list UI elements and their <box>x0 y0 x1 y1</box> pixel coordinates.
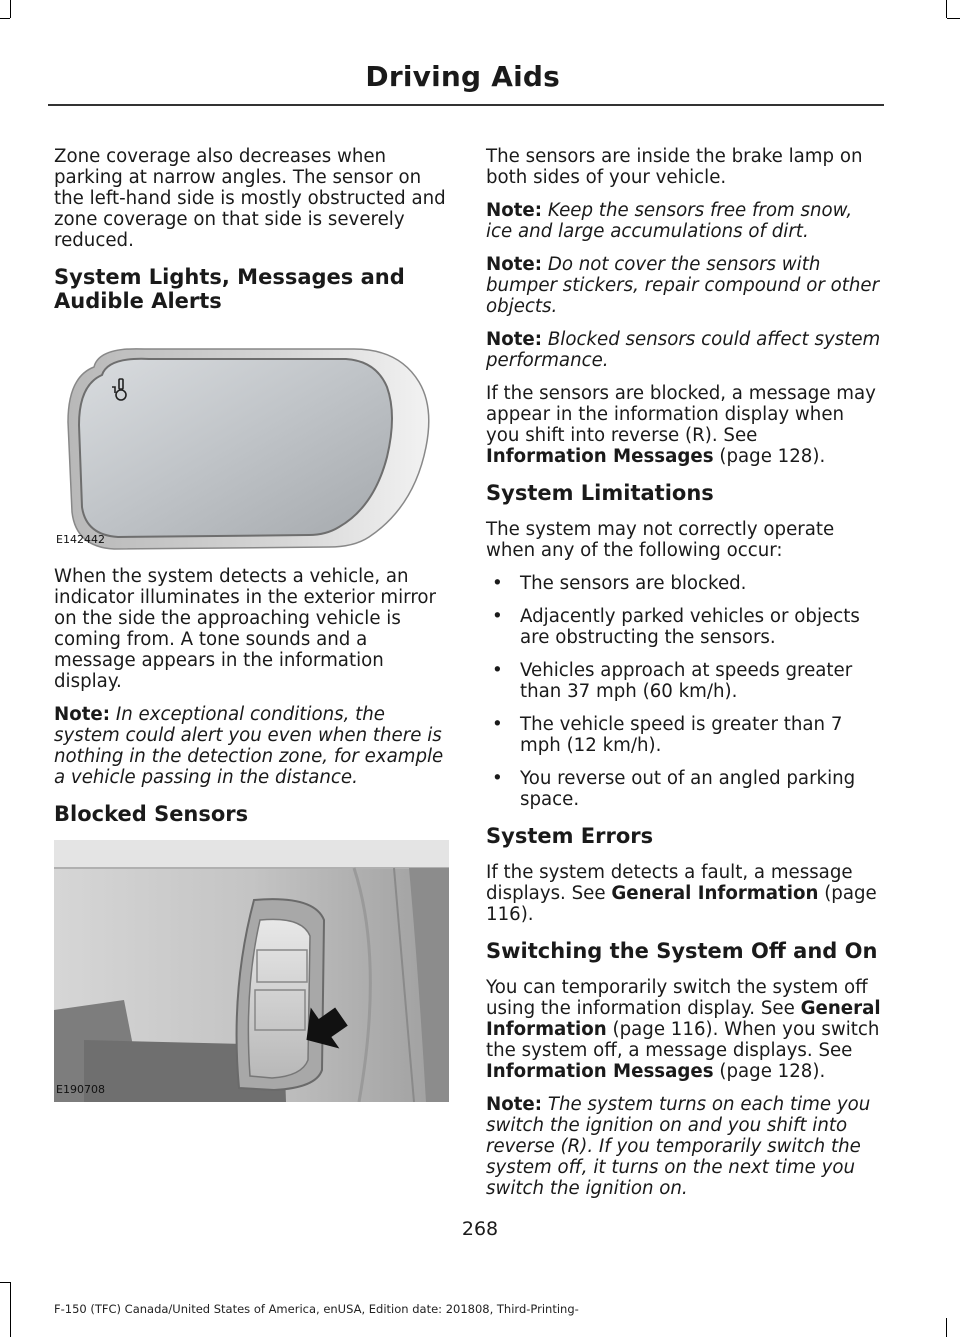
crop-mark <box>0 1282 10 1283</box>
page-number: 268 <box>461 1218 499 1240</box>
note-label: Note: <box>486 1094 543 1115</box>
note <box>486 254 881 317</box>
paragraph: Zone coverage also decreases when parking at narrow angles. The sensor on the left-hand side is mostly obstructed and zone coverage on that side is severely reduced. <box>54 146 446 251</box>
right-column <box>486 146 881 1211</box>
note <box>486 329 881 371</box>
section-heading: System Errors <box>486 824 654 848</box>
paragraph-text: (page 116). When you switch the system off, a message displays. See <box>486 1019 880 1061</box>
paragraph <box>486 383 881 467</box>
header-rule <box>48 104 884 106</box>
section-heading: Switching the System Off and On <box>486 939 878 963</box>
paragraph: When the system detects a vehicle, an indicator illuminates in the exterior mirror on the side the approaching vehicle is coming from. A tone sounds and a message appears in the information display. <box>54 566 437 692</box>
paragraph-text: You can temporarily switch the system off using the information display. See <box>486 977 868 1019</box>
crop-mark <box>10 1282 11 1337</box>
cross-reference-link[interactable]: General Information <box>611 883 819 904</box>
paragraph <box>486 862 881 925</box>
note-body: Keep the sensors free from snow, ice and large accumulations of dirt. <box>486 200 853 242</box>
note <box>54 704 449 788</box>
cross-reference-link[interactable]: General Information <box>486 998 881 1040</box>
list-item: • The sensors are blocked. <box>486 573 881 594</box>
figure-code: E142442 <box>56 533 105 546</box>
section-heading: System Limitations <box>486 481 714 505</box>
cross-reference-link[interactable]: Information Messages <box>486 446 714 467</box>
paragraph-text: If the system detects a fault, a message displays. See <box>486 862 853 904</box>
tail-lamp-illustration <box>54 840 449 1102</box>
note-body: Blocked sensors could affect system performance. <box>486 329 881 371</box>
page-ref: (page 128). <box>719 1061 826 1082</box>
list-item: • You reverse out of an angled parking space. <box>486 768 881 810</box>
list-item: • The vehicle speed is greater than 7 mph (12 km/h). <box>486 714 881 756</box>
figure-code: E190708 <box>56 1083 105 1096</box>
crop-mark <box>946 1318 947 1337</box>
footer-edition: F-150 (TFC) Canada/United States of America, enUSA, Edition date: 201808, Third-Printing- <box>54 1302 579 1316</box>
crop-mark <box>946 0 947 18</box>
note <box>486 1094 881 1199</box>
crop-mark <box>0 18 10 19</box>
note <box>486 200 881 242</box>
crop-mark <box>947 18 960 19</box>
note-body: In exceptional conditions, the system could alert you even when there is nothing in the detection zone, for example a vehicle passing in the distance. <box>54 704 444 788</box>
bullet-list <box>486 573 881 810</box>
mirror-illustration <box>54 327 449 552</box>
list-item: • Vehicles approach at speeds greater than 37 mph (60 km/h). <box>486 660 881 702</box>
mirror-figure <box>54 327 449 552</box>
note-body: Do not cover the sensors with bumper stickers, repair compound or other objects. <box>486 254 880 317</box>
note-label: Note: <box>54 704 111 725</box>
note-label: Note: <box>486 329 543 350</box>
page-ref: (page 128). <box>719 446 826 467</box>
paragraph <box>486 977 881 1082</box>
paragraph: The sensors are inside the brake lamp on both sides of your vehicle. <box>486 146 863 188</box>
list-item: • Adjacently parked vehicles or objects are obstructing the sensors. <box>486 606 881 648</box>
section-heading: Blocked Sensors <box>54 802 249 826</box>
paragraph-text: If the sensors are blocked, a message may appear in the information display when you shift into reverse (R). See <box>486 383 876 446</box>
section-heading: System Lights, Messages and Audible Alerts <box>54 265 405 313</box>
tail-lamp-figure <box>54 840 449 1102</box>
paragraph: The system may not correctly operate when any of the following occur: <box>486 519 835 561</box>
note-label: Note: <box>486 254 543 275</box>
note-label: Note: <box>486 200 543 221</box>
page-ref: (page 116). <box>486 883 877 925</box>
cross-reference-link[interactable]: Information Messages <box>486 1061 714 1082</box>
note-body: The system turns on each time you switch the ignition on and you shift into reverse (R). If you temporarily switch the system off, it turns on the next time you switch the ignition on. <box>486 1094 871 1199</box>
left-column <box>54 146 449 1116</box>
crop-mark <box>10 0 11 18</box>
page-title: Driving Aids <box>365 60 560 93</box>
